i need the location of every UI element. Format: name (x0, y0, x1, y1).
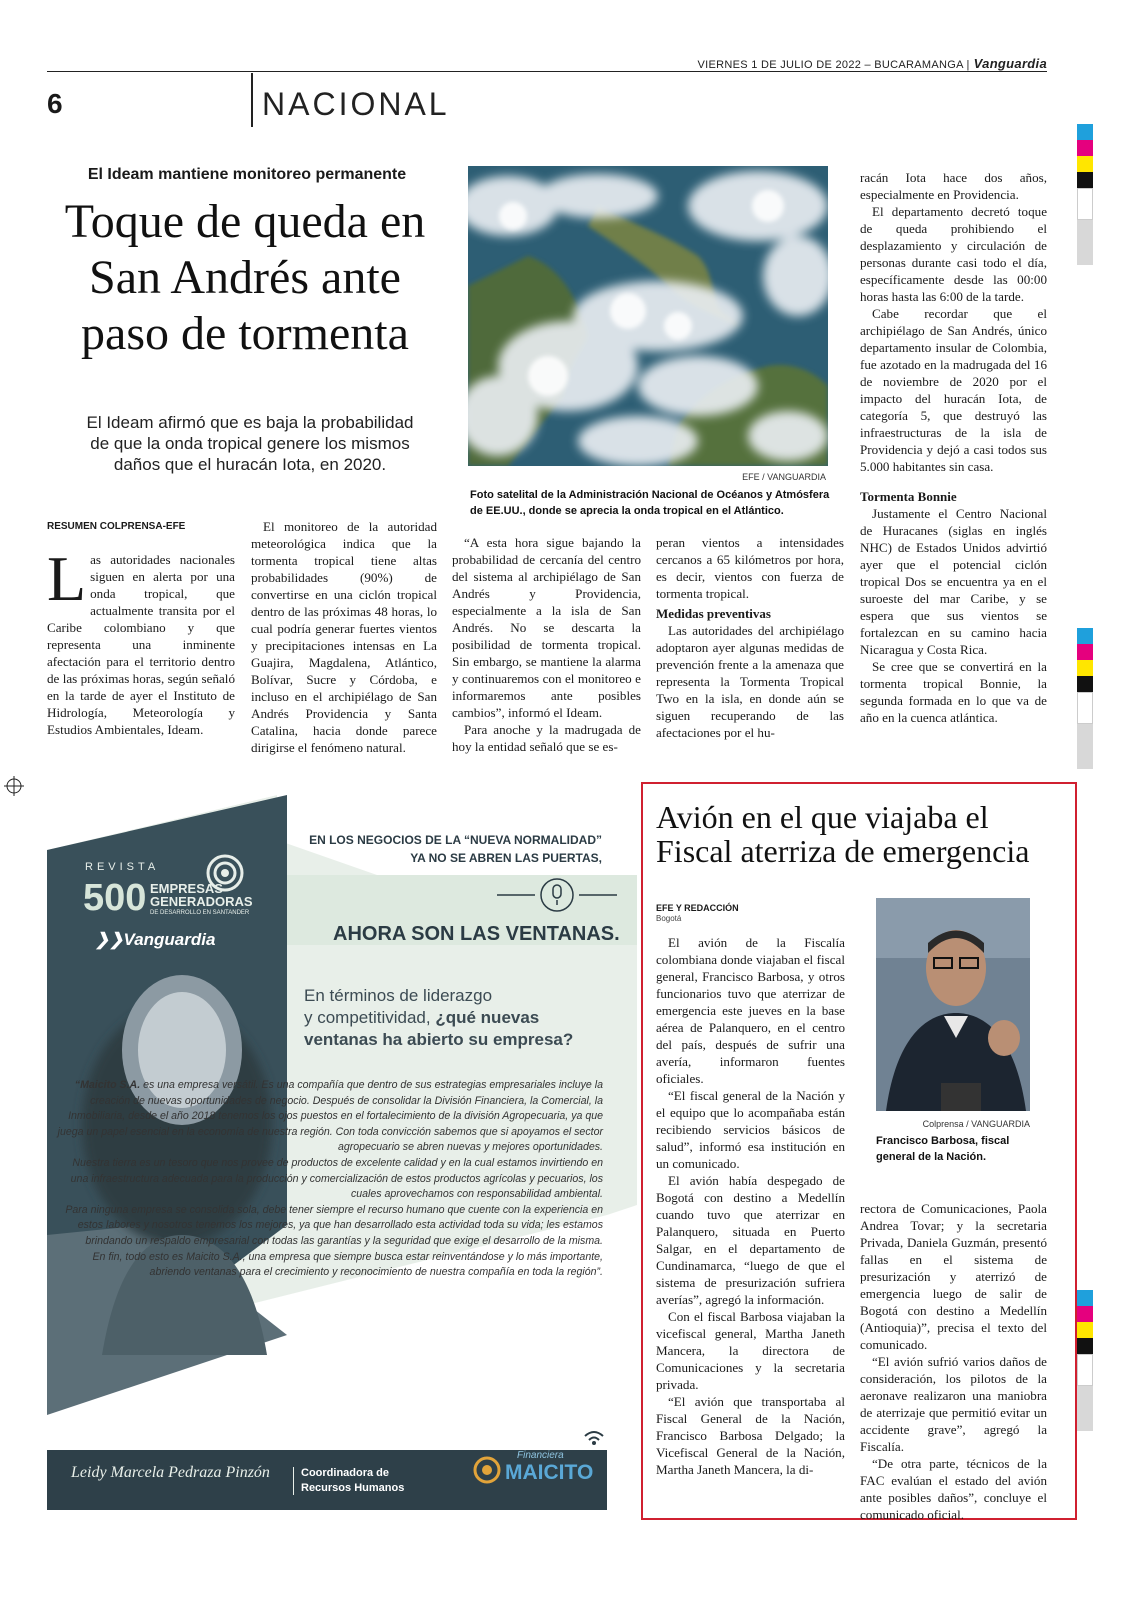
ad-role (301, 1466, 404, 1496)
ad-role-line2: Recursos Humanos (301, 1482, 405, 1494)
ad-question-line2b: ¿qué nuevas (435, 1008, 540, 1027)
avion-byline: EFE Y REDACCIÓN (656, 903, 739, 913)
ad-body-paragraph: es una empresa versátil. Es una compañía que dentro de sus estrategias empresariales incluye la creación de nuevas oportunidades de negocio. Después de consolidar la División Financiera, la Comercial, la Inmobiliaria, desde el año 2018 tenemos los ojos puestos en el fortalecimiento de la división Agropecuaria, ya que juega un papel esencial en la economía de nuestra región. Con toda convicción sabemos que si apoyamos el sector agropecuario se abren nuevas y mejores oportunidades. (57, 1079, 603, 1154)
fiscal-portrait-image (876, 898, 1030, 1111)
paragraph: “A esta hora sigue bajando la probabilidad de cercanía del centro del sistema al archipiélago de San Andrés y Providencia, especialmente a la isla de San Andrés. No se descarta la posibilidad de tormenta tropical. Sin embargo, se mantiene la alarma y continuaremos con el monitoreo e informaremos ante posibles cambios”, informó el Ideam. (452, 535, 641, 720)
ad-logo-small: Financiera (517, 1450, 564, 1461)
ad-signature: Leidy Marcela Pedraza Pinzón (71, 1464, 270, 1481)
section-divider (251, 73, 253, 127)
color-register-mark-middle (1077, 628, 1093, 769)
avion-place: Bogotá (656, 914, 682, 923)
microphone-icon (497, 875, 617, 915)
paragraph: El departamento decretó toque de queda prohibiendo el desplazamiento y circulación de personas durante casi todo el día, específicamente desde las 00:00 horas hasta las 6:00 de la tarde. (860, 204, 1047, 304)
ad-body-lead: “Maicito S.A. (74, 1079, 141, 1091)
article-column-4 (656, 534, 844, 741)
ad-empresas: EMPRESAS (150, 881, 223, 896)
wifi-icon (582, 1428, 606, 1446)
paragraph: El monitoreo de la autoridad meteorológica indica que la tormenta tropical tiene altas probabilidades (90%) de convertirse en una ciclón tropical dentro de las próximas 48 horas, lo cual podría generar fuertes vientos y precipitaciones intensas en La Guajira, Magdalena, Atlántico, Bolívar, Sucre y Córdoba, e incluso en el archipiélago de San Andrés Providencia y Santa Catalina, hacia donde parece dirigirse el fenómeno natural. (251, 519, 437, 755)
paragraph: Justamente el Centro Nacional de Huracanes (siglas en inglés NHC) de Estados Unidos advirtió ayer que el potencial ciclón tropical Dos se encuentra ya en el suroeste del mar Caribe, y se espera que sus vientos se fortalezcan en su camino hacia Nicaragua y Costa Rica. (860, 506, 1047, 657)
ad-brand: ❯❯Vanguardia (95, 930, 216, 949)
ad-tagline-line1: EN LOS NEGOCIOS DE LA “NUEVA NORMALIDAD” (309, 833, 602, 847)
page-number: 6 (47, 88, 63, 119)
ad-tagline-line2: YA NO SE ABREN LAS PUERTAS, (410, 851, 602, 865)
ad-logo-big: MAICITO (505, 1461, 594, 1484)
ad-role-line1: Coordinadora de (301, 1467, 390, 1479)
paragraph: El avión de la Fiscalía colombiana donde viajaban el fiscal general, Francisco Barbosa, y otros funcionarios tuvo que aterrizar de emergencia este jueves en la base aérea de Palanquero, en el centro del país, después de sufrir una avería, informaron fuentes oficiales. (656, 935, 845, 1086)
ad-question (304, 985, 624, 1051)
ad-small-tag: DE DESARROLLO EN SANTANDER (150, 910, 250, 916)
color-register-mark-top (1077, 124, 1093, 265)
article-column-3 (452, 534, 641, 755)
article-byline: RESUMEN COLPRENSA-EFE (47, 521, 186, 532)
ad-headline: AHORA SON LAS VENTANAS. (333, 923, 620, 945)
paragraph: Las autoridades del archipiélago adoptaron ayer algunas medidas de prevención frente a la amenaza que representa la Tormenta Tropical Two en la isla, en donde aún se siguen recuperando de las afectaciones por el hu- (656, 623, 844, 740)
ad-question-line1: En términos de liderazgo (304, 986, 493, 1005)
crosshair-register-icon (4, 776, 24, 796)
ad-body-paragraph: Nuestra tierra es un tesoro que nos provee de productos de excelente calidad y en la cual estamos invirtiendo en una infraestructura adecuada para la producción y comercialización de estos productos agrícolas y pecuarios, los cuales aprovechamos con responsabilidad ambiental. (70, 1156, 603, 1201)
paragraph: “El fiscal general de la Nación y el equipo que lo acompañaba están recibiendo servicios básicos de salud”, informó esa institución en un comunicado. (656, 1088, 845, 1171)
ad-question-line2a: y competitividad, (304, 1008, 436, 1027)
section-subhead: Medidas preventivas (656, 606, 771, 621)
ad-tagline (297, 831, 602, 867)
header-rule (47, 71, 1047, 72)
dateline-text: VIERNES 1 DE JULIO DE 2022 – BUCARAMANGA | (697, 59, 970, 71)
paragraph: racán Iota hace dos años, especialmente en Providencia. (860, 170, 1047, 202)
avion-headline: Avión en el que viajaba el Fiscal aterriza de emergencia (656, 799, 1030, 869)
paragraph: “De otra parte, técnicos de la FAC evalúan el estado del avión ante posibles daños”, concluye el comunicado oficial. (860, 1456, 1047, 1522)
paragraph: as autoridades nacionales siguen en alerta por una onda tropical, que actualmente transita por el Caribe colombiano y que representa una inminente afectación para el territorio dentro de las próximas horas, según señaló en la tarde de ayer el Instituto de Hidrología, Meteorología y Estudios Ambientales, Ideam. (47, 552, 235, 737)
section-subhead: Tormenta Bonnie (860, 489, 957, 504)
dateline (697, 56, 1047, 71)
section-title: NACIONAL (262, 86, 450, 122)
photo-credit: EFE / VANGUARDIA (742, 472, 826, 482)
ad-revista: REVISTA (85, 861, 160, 873)
avion-photo-credit: Colprensa / VANGUARDIA (922, 1119, 1030, 1129)
ad-question-line3: ventanas ha abierto su empresa? (304, 1030, 574, 1049)
color-register-mark-bottom (1077, 1290, 1093, 1431)
paragraph: rectora de Comunicaciones, Paola Andrea Tovar; y la secretaria Privada, Daniela Guzmán, presentó fallas en el sistema de presurización y aterrizó de emergencia luego de salir de Bogotá con destino a Medellín (Antioquia)”, precisa el texto del comunicado. (860, 1201, 1047, 1352)
ad-body-paragraph: En fin, todo esto es Maicito S.A., una empresa que siempre busca estar reinventándose y lo más importante, abriendo ventanas para el crecimiento y reconocimiento de nuestra compañía en toda la región”. (92, 1250, 603, 1279)
avion-column-1 (656, 934, 845, 1478)
paragraph: Para anoche y la madrugada de hoy la entidad señaló que se es- (452, 722, 641, 754)
satellite-photo (468, 166, 828, 466)
paragraph: peran vientos a intensidades cercanos a 65 kilómetros por hora, es decir, vientos con fuerza de tormenta tropical. (656, 535, 844, 601)
ad-body-paragraph: Para ninguna empresa se consolida sola, debe tener siempre el recurso humano que cuente con la experiencia en estos labores y nosotros tenemos los mejores, ya que han desarrollado esta actividad toda su vida; les estamos brindando un respaldo empresarial con todas las garantías y la seguridad que exige el desarrollo de la misma. (65, 1203, 603, 1247)
ad-big-number: 500 (83, 877, 147, 919)
ad-signature-divider (293, 1467, 294, 1495)
paragraph: Cabe recordar que el archipiélago de San Andrés, único departamento insular de Colombia, fue azotado en la madrugada del 16 de noviembre de 2020 por el impacto del huracán Iota, de categoría 5, que destruyó las infraestructuras de la isla de Providencia y dejó a casi todos sus 5.000 habitantes sin casa. (860, 306, 1047, 474)
article-column-1 (47, 543, 235, 738)
fiscal-photo (876, 898, 1030, 1111)
maicito-logo-icon (472, 1455, 502, 1485)
ad-generadoras: GENERADORAS (150, 894, 253, 909)
paragraph: “El avión que transportaba al Fiscal General de la Nación, Francisco Barbosa Delgado; la Vicefiscal General de la Nación, Martha Janeth Mancera, la di- (656, 1394, 845, 1477)
paragraph: “El avión sufrió varios daños de consideración, los pilotos de la aeronave realizaron una maniobra de aterrizaje que permitió evitar un accidente grave”, agregó la Fiscalía. (860, 1354, 1047, 1454)
drop-cap: L (47, 543, 87, 614)
paragraph: Se cree que se convertirá en la tormenta tropical Bonnie, la segunda formada en lo que va de año en la cuenca atlántica. (860, 659, 1047, 725)
avion-column-2 (860, 1200, 1047, 1523)
paragraph: El avión había despegado de Bogotá con destino a Medellín cuando tuvo que aterrizar en Palanquero, situada en Puerto Salgar, en el departamento de Cundinamarca, “luego de que el sistema de presurización sufriera averías”, agregó la información. (656, 1173, 845, 1307)
article-subhead: El Ideam afirmó que es baja la probabilidad de que la onda tropical genere los mismos daños que el huracán Iota, en 2020. (86, 413, 414, 474)
photo-caption: Foto satelital de la Administración Nacional de Océanos y Atmósfera de EE.UU., donde se aprecia la onda tropical en el Atlántico. (470, 489, 830, 517)
spiral-logo-icon (205, 853, 245, 893)
avion-photo-caption: Francisco Barbosa, fiscal general de la Nación. (876, 1135, 1010, 1163)
ad-body-text (56, 1078, 603, 1281)
paragraph: Con el fiscal Barbosa viajaban la vicefiscal general, Martha Janeth Mancera, la directora de Comunicaciones y la secretaria privada. (656, 1309, 845, 1392)
article-headline: Toque de queda en San Andrés ante paso de tormenta (64, 195, 426, 360)
article-kicker: El Ideam mantiene monitoreo permanente (87, 166, 407, 183)
satellite-image (468, 166, 828, 466)
article-column-5 (860, 169, 1047, 726)
article-column-2 (251, 518, 437, 756)
brand-name: Vanguardia (973, 56, 1047, 71)
